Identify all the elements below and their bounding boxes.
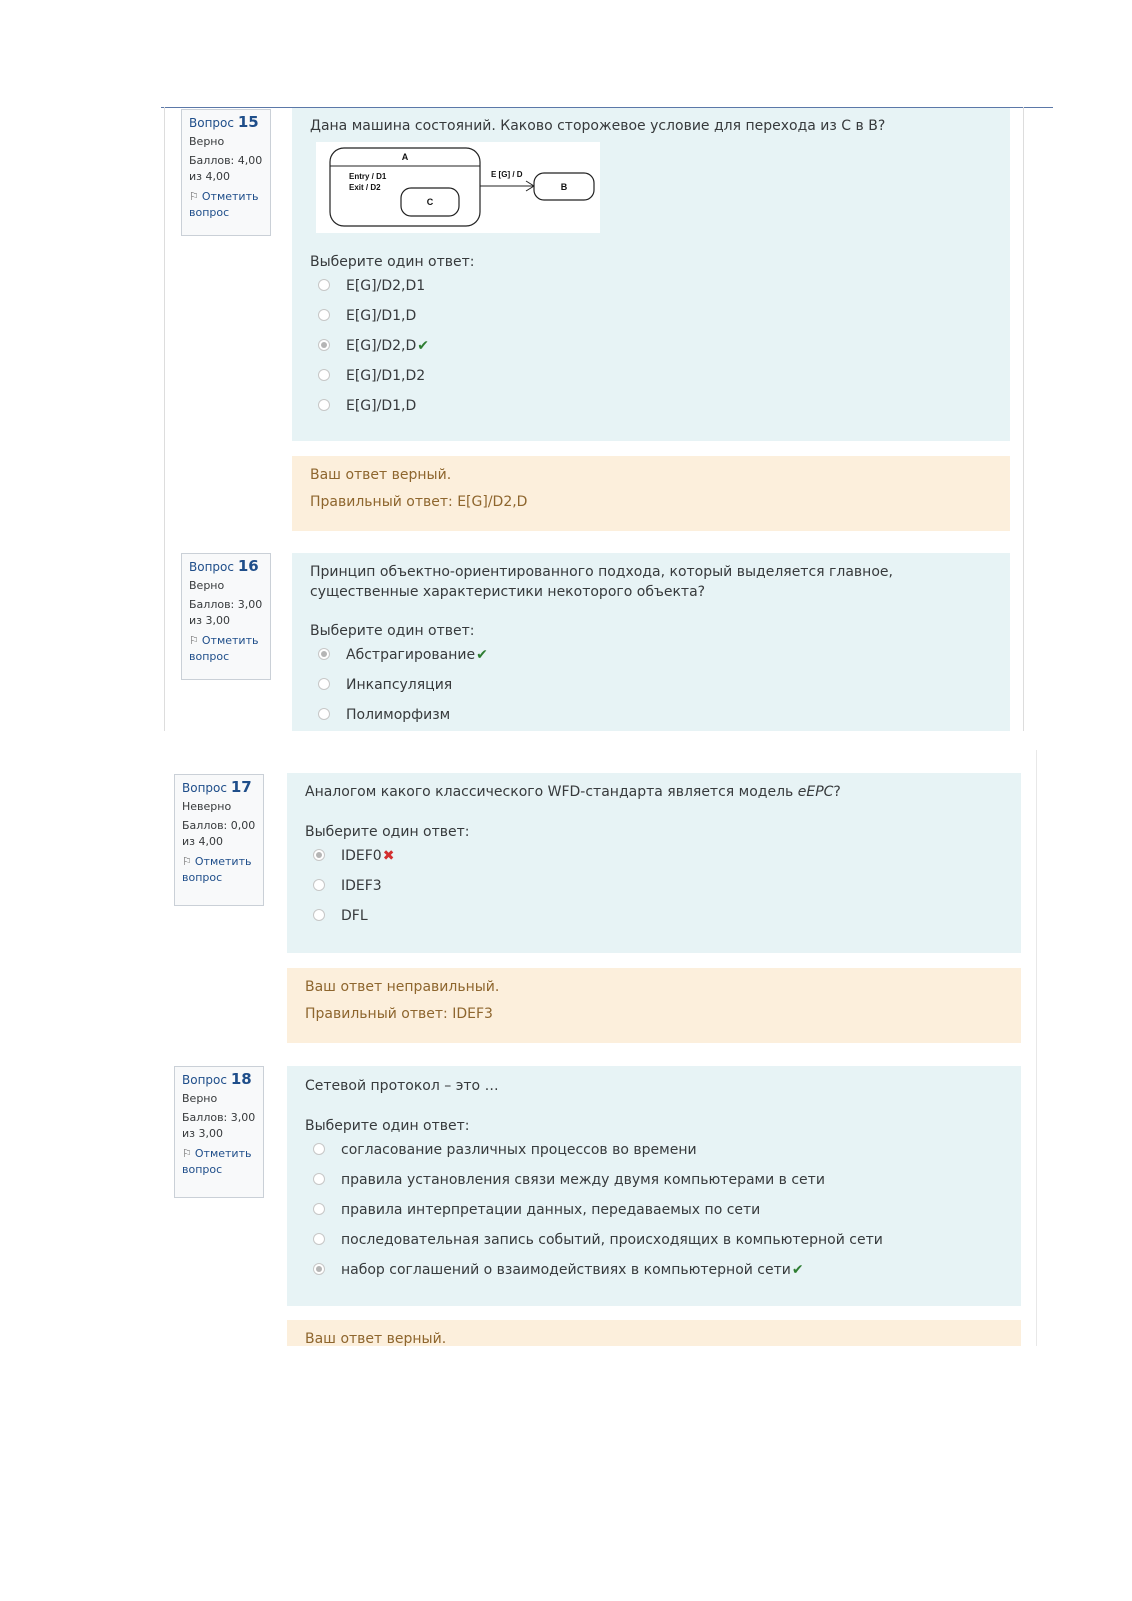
radio-button[interactable] (318, 309, 330, 321)
answer-option[interactable] (313, 1170, 825, 1190)
right-answer-text: Правильный ответ: IDEF3 (305, 1006, 493, 1022)
radio-button[interactable] (313, 1233, 325, 1245)
question-state: Неверно (182, 800, 232, 813)
radio-button[interactable] (318, 678, 330, 690)
feedback-text: Ваш ответ верный. (310, 467, 452, 483)
answer-option-label: E[G]/D2,D1 (346, 278, 426, 294)
answer-option[interactable] (313, 1140, 697, 1160)
flag-label: Отметить вопрос (189, 634, 259, 663)
question-number-value: 15 (237, 113, 259, 131)
question-formulation-17 (287, 773, 1021, 953)
answer-prompt: Выберите один ответ: (310, 254, 475, 270)
flag-label: Отметить вопрос (189, 190, 259, 219)
radio-button-checked[interactable] (318, 648, 330, 660)
answer-option[interactable] (318, 306, 416, 326)
flag-label: Отметить вопрос (182, 1147, 252, 1176)
question-feedback-17 (287, 968, 1021, 1043)
answer-option-selected[interactable] (318, 645, 488, 665)
answer-option[interactable] (313, 1200, 760, 1220)
answer-option-label: IDEF0 (341, 848, 382, 864)
question-text (305, 782, 841, 802)
state-c-label: C (426, 197, 434, 207)
question-number (189, 558, 263, 575)
answer-option-label: E[G]/D1,D2 (346, 368, 426, 384)
question-state: Верно (189, 135, 225, 148)
feedback-text: Ваш ответ неправильный. (305, 979, 500, 995)
question-grade: Баллов: 3,00 из 3,00 (189, 598, 263, 627)
answer-option-label: Полиморфизм (346, 707, 451, 723)
state-machine-diagram (316, 142, 600, 233)
question-number-value: 18 (230, 1070, 252, 1088)
answer-option-label: Абстрагирование (346, 647, 476, 663)
radio-button-checked[interactable] (313, 849, 325, 861)
question-text: Сетевой протокол – это … (305, 1078, 499, 1094)
check-icon: ✔ (417, 338, 429, 354)
question-formulation-16 (292, 553, 1010, 731)
question-info-16 (181, 553, 271, 680)
radio-button[interactable] (313, 909, 325, 921)
answer-option[interactable] (313, 1230, 883, 1250)
radio-button[interactable] (313, 1173, 325, 1185)
answer-option-selected[interactable] (318, 336, 429, 356)
transition-label: E [G] / D (491, 170, 523, 179)
flag-question-link[interactable] (182, 854, 256, 886)
answer-option[interactable] (313, 876, 382, 896)
radio-button[interactable] (313, 1143, 325, 1155)
radio-button[interactable] (318, 399, 330, 411)
answer-option[interactable] (318, 705, 450, 725)
answer-option-label: правила установления связи между двумя компьютерами в сети (341, 1172, 825, 1188)
feedback-text: Ваш ответ верный. (305, 1331, 447, 1346)
page-right-border (1036, 750, 1037, 1346)
question-text-part: Аналогом какого классического WFD-стандарта является модель (305, 784, 798, 800)
answer-option[interactable] (318, 396, 416, 416)
right-answer-text: Правильный ответ: E[G]/D2,D (310, 494, 528, 510)
question-text: Дана машина состояний. Каково сторожевое условие для перехода из С в В? (310, 118, 886, 134)
question-label: Вопрос (182, 1073, 227, 1087)
answer-option-label: последовательная запись событий, происходящих в компьютерной сети (341, 1232, 883, 1248)
answer-prompt: Выберите один ответ: (310, 623, 475, 639)
state-b-label: B (560, 182, 568, 192)
state-a-label: A (401, 152, 409, 162)
question-text-emphasis: eEPC (797, 784, 834, 800)
question-state: Верно (182, 1092, 218, 1105)
answer-prompt: Выберите один ответ: (305, 824, 470, 840)
page-right-border (1023, 107, 1024, 731)
flag-question-link[interactable] (189, 633, 263, 665)
question-label: Вопрос (189, 560, 234, 574)
question-text: Принцип объектно-ориентированного подхода, который выделяется главное, существенные характеристики некоторого объекта? (310, 564, 893, 600)
question-label: Вопрос (189, 116, 234, 130)
answer-option-label: E[G]/D1,D (346, 308, 417, 324)
question-formulation-18 (287, 1066, 1021, 1306)
answer-option[interactable] (313, 906, 368, 926)
question-state: Верно (189, 579, 225, 592)
answer-prompt: Выберите один ответ: (305, 1118, 470, 1134)
flag-question-link[interactable] (182, 1146, 256, 1178)
question-label: Вопрос (182, 781, 227, 795)
question-grade: Баллов: 0,00 из 4,00 (182, 819, 256, 848)
question-number (182, 1071, 256, 1088)
answer-option-label: DFL (341, 908, 368, 924)
flag-label: Отметить вопрос (182, 855, 252, 884)
flag-icon: ⚐ (189, 634, 199, 647)
answer-option-label: правила интерпретации данных, передаваемых по сети (341, 1202, 761, 1218)
radio-button[interactable] (313, 1203, 325, 1215)
question-number-value: 17 (230, 778, 252, 796)
radio-button-checked[interactable] (318, 339, 330, 351)
radio-button[interactable] (318, 708, 330, 720)
answer-option-label: E[G]/D2,D (346, 338, 417, 354)
question-grade: Баллов: 4,00 из 4,00 (189, 154, 263, 183)
check-icon: ✔ (791, 1262, 804, 1278)
question-grade: Баллов: 3,00 из 3,00 (182, 1111, 256, 1140)
radio-button[interactable] (313, 879, 325, 891)
question-number (189, 114, 263, 131)
radio-button[interactable] (318, 279, 330, 291)
state-diagram-svg (316, 142, 600, 233)
radio-button[interactable] (318, 369, 330, 381)
radio-button-checked[interactable] (313, 1263, 325, 1275)
answer-option[interactable] (318, 366, 425, 386)
flag-question-link[interactable] (189, 189, 263, 221)
answer-option-label: Инкапсуляция (346, 677, 453, 693)
answer-option-label: набор соглашений о взаимодействиях в компьютерной сети (341, 1262, 791, 1278)
answer-option[interactable] (318, 276, 425, 296)
check-icon: ✔ (476, 647, 488, 663)
answer-option-selected[interactable] (313, 1260, 804, 1280)
page-left-border (164, 107, 165, 731)
question-feedback-15 (292, 456, 1010, 531)
question-info-15 (181, 109, 271, 236)
exit-action-label: Exit / D2 (349, 183, 381, 192)
answer-option[interactable] (318, 675, 452, 695)
question-formulation-15 (292, 108, 1010, 441)
answer-option-selected[interactable] (313, 846, 394, 866)
question-number (182, 779, 256, 796)
question-info-18 (174, 1066, 264, 1198)
answer-option-label: согласование различных процессов во времени (341, 1142, 697, 1158)
question-text-part: ? (833, 784, 841, 800)
entry-action-label: Entry / D1 (349, 172, 387, 181)
answer-option-label: IDEF3 (341, 878, 382, 894)
flag-icon: ⚐ (182, 1147, 192, 1160)
answer-option-label: E[G]/D1,D (346, 398, 417, 414)
question-feedback-18 (287, 1320, 1021, 1346)
flag-icon: ⚐ (182, 855, 192, 868)
question-number-value: 16 (237, 557, 259, 575)
cross-icon: ✖ (382, 848, 395, 864)
question-info-17 (174, 774, 264, 906)
flag-icon: ⚐ (189, 190, 199, 203)
